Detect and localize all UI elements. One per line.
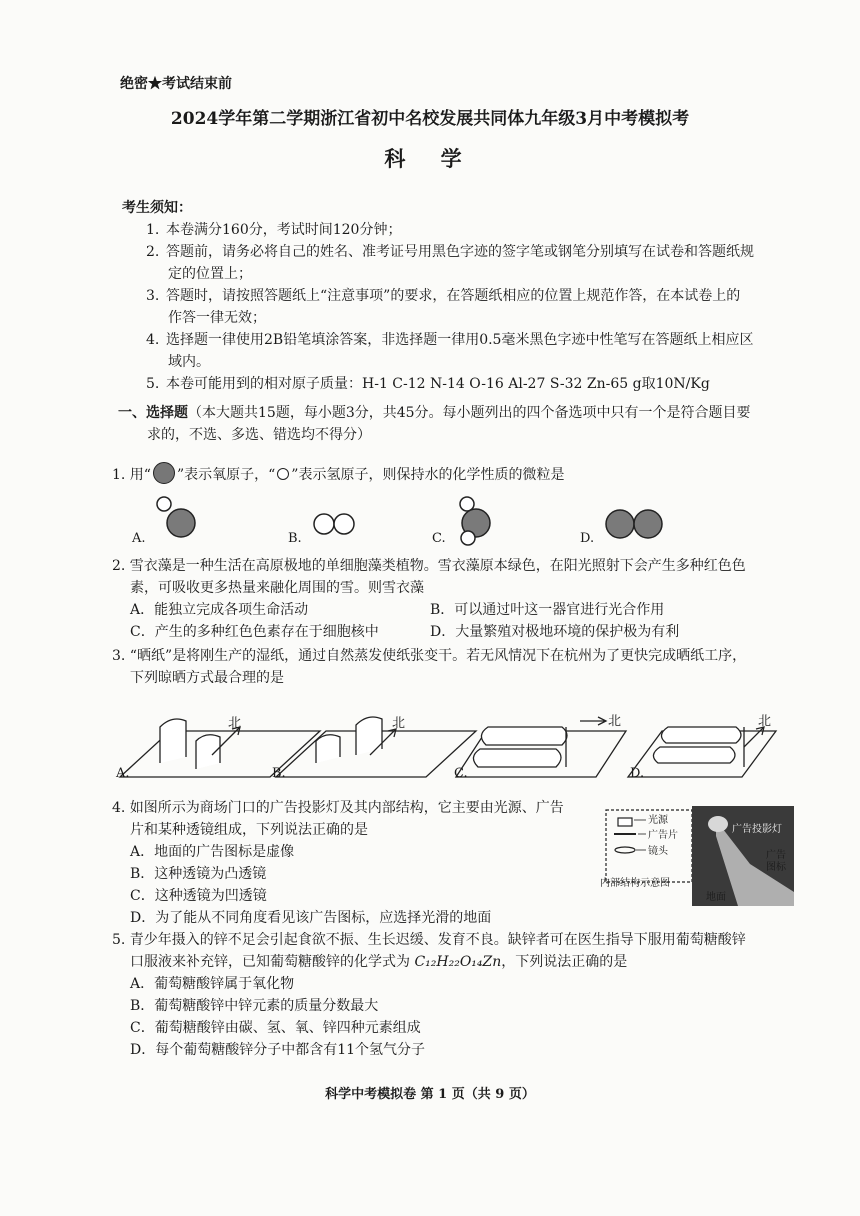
light-source-icon bbox=[618, 818, 632, 826]
notice-text: 本卷满分160分，考试时间120分钟； bbox=[166, 222, 402, 238]
notice-text: 答题时，请按照答题纸上“注意事项”的要求，在答题纸相应的位置上规范作答，在本试卷上的 bbox=[166, 288, 741, 304]
light-source-label: 光源 bbox=[648, 815, 668, 826]
q1-stem-c: ”表示氢原子，则保持水的化学性质的微粒是 bbox=[291, 467, 565, 483]
q1-option-b-label: B. bbox=[288, 531, 302, 546]
molecule-d-icon bbox=[606, 510, 662, 538]
hydrogen-atom-icon bbox=[277, 468, 289, 480]
confidential-mark: 绝密★考试结束前 bbox=[120, 76, 232, 92]
q5-stem-b: ，下列说法正确的是 bbox=[501, 954, 628, 970]
q4-option-d: D．为了能从不同角度看见该广告图标，应选择光滑的地面 bbox=[130, 910, 492, 926]
drying-option-d-figure bbox=[628, 714, 776, 781]
q1-stem-a: 1. 用“ bbox=[112, 467, 151, 483]
projector-label: 广告投影灯 bbox=[732, 824, 782, 835]
north-label: 北 bbox=[608, 714, 622, 729]
q4-option-c: C．这种透镜为凹透镜 bbox=[130, 888, 267, 904]
notice-num: 1. bbox=[146, 222, 160, 238]
q4-option-a: A．地面的广告图标是虚像 bbox=[130, 844, 295, 860]
q2-option-c: C．产生的多种红色色素存在于细胞核中 bbox=[130, 624, 379, 640]
q1-option-c-label: C. bbox=[432, 531, 446, 546]
q1-option-a-label: A. bbox=[132, 531, 146, 546]
north-label: 北 bbox=[758, 714, 772, 729]
notice-text-cont: 域内。 bbox=[168, 354, 210, 370]
notice-item bbox=[146, 373, 710, 395]
drying-option-c-figure bbox=[454, 714, 626, 781]
q1-option-d-label: D. bbox=[580, 531, 595, 546]
notice-text-cont: 作答一律无效； bbox=[168, 310, 266, 326]
q4-option-b: B．这种透镜为凸透镜 bbox=[130, 866, 267, 882]
notice-text: 选择题一律使用2B铅笔填涂答案，非选择题一律用0.5毫米黑色字迹中性笔写在答题纸上相应区 bbox=[166, 332, 754, 348]
q2-option-a: A．能独立完成各项生命活动 bbox=[130, 602, 309, 618]
q1-molecule-options bbox=[0, 490, 860, 550]
molecule-a-icon bbox=[157, 497, 195, 537]
q2-stem: 2. 雪衣藻是一种生活在高原极地的单细胞藻类植物。雪衣藻原本绿色，在阳光照射下会产生多种红色色 bbox=[112, 558, 746, 574]
q3-option-b-label: B. bbox=[272, 766, 286, 781]
ad-icon-label-1: 广告 bbox=[766, 850, 786, 861]
q4-stem-cont: 片和某种透镜组成，下列说法正确的是 bbox=[130, 822, 368, 838]
section-desc: （本大题共15题，每小题3分，共45分。每小题列出的四个备选项中只有一个是符合题目要 bbox=[188, 405, 751, 421]
q4-stem: 4. 如图所示为商场门口的广告投影灯及其内部结构，它主要由光源、广告 bbox=[112, 800, 564, 816]
q5-stem-cont bbox=[130, 951, 627, 973]
notice-text: 本卷可能用到的相对原子质量：H-1 C-12 N-14 O-16 Al-27 S-32 Zn-65 g取10N/Kg bbox=[166, 376, 710, 392]
notice-item bbox=[146, 241, 754, 263]
q3-stem-cont: 下列晾晒方式最合理的是 bbox=[130, 670, 284, 686]
q3-drying-options bbox=[0, 705, 860, 785]
q5-stem-a: 口服液来补充锌，已知葡萄糖酸锌的化学式为 bbox=[130, 954, 415, 970]
notice-item bbox=[146, 329, 753, 351]
notice-text: 答题前，请务必将自己的姓名、准考证号用黑色字迹的签字笔或钢笔分别填写在试卷和答题纸规 bbox=[166, 244, 754, 260]
q5-option-a: A．葡萄糖酸锌属于氧化物 bbox=[130, 976, 295, 992]
subject-title: 科 学 bbox=[384, 146, 476, 171]
notice-text-cont: 定的位置上； bbox=[168, 266, 252, 282]
drying-option-b-figure bbox=[272, 716, 476, 781]
q5-option-d: D．每个葡萄糖酸锌分子中都含有11个氢气分子 bbox=[130, 1042, 426, 1058]
q2-option-b: B．可以通过叶这一器官进行光合作用 bbox=[430, 602, 665, 618]
molecule-b-icon bbox=[314, 514, 354, 534]
exam-title: 2024学年第二学期浙江省初中名校发展共同体九年级3月中考模拟考 bbox=[170, 109, 690, 129]
q3-stem: 3. “晒纸”是将刚生产的湿纸，通过自然蒸发使纸张变干。若无风情况下在杭州为了更快完成晒纸工序， bbox=[112, 648, 747, 664]
notice-item bbox=[146, 219, 401, 241]
ground-label: 地面 bbox=[706, 892, 726, 903]
notice-num: 2. bbox=[146, 244, 160, 260]
lens-label: 镜头 bbox=[648, 846, 668, 857]
drying-option-a-figure bbox=[115, 716, 320, 781]
notice-item bbox=[146, 285, 740, 307]
ad-icon-label-2: 图标 bbox=[766, 862, 786, 873]
north-arrow-icon bbox=[744, 727, 764, 747]
notice-num: 3. bbox=[146, 288, 160, 304]
q5-stem: 5. 青少年摄入的锌不足会引起食欲不振、生长迟缓、发育不良。缺锌者可在医生指导下服用葡萄糖酸锌 bbox=[112, 932, 746, 948]
page-footer: 科学中考模拟卷 第 1 页（共 9 页） bbox=[325, 1087, 535, 1102]
projector-lamp-icon bbox=[708, 816, 728, 832]
q3-option-d-label: D. bbox=[630, 766, 645, 781]
ad-film-label: 广告片 bbox=[648, 830, 678, 841]
notice-heading: 考生须知： bbox=[122, 200, 192, 216]
lens-icon bbox=[615, 847, 635, 853]
projector-figure bbox=[598, 806, 798, 906]
inner-structure-caption: 内部结构示意图 bbox=[600, 878, 670, 889]
north-label: 北 bbox=[392, 716, 406, 731]
oxygen-atom-icon bbox=[153, 462, 175, 484]
notice-num: 5. bbox=[146, 376, 160, 392]
q2-option-d: D．大量繁殖对极地环境的保护极为有利 bbox=[430, 624, 680, 640]
section-header bbox=[118, 402, 751, 424]
q5-option-c: C．葡萄糖酸锌由碳、氢、氧、锌四种元素组成 bbox=[130, 1020, 421, 1036]
section-desc-cont: 求的，不选、多选、错选均不得分） bbox=[147, 427, 371, 443]
north-label: 北 bbox=[228, 716, 242, 731]
molecule-c-icon bbox=[460, 497, 490, 545]
zinc-gluconate-formula: C₁₂H₂₂O₁₄Zn bbox=[414, 954, 502, 970]
q2-stem-cont: 素，可吸收更多热量来融化周围的雪。则雪衣藻 bbox=[130, 580, 424, 596]
q1-stem-b: ”表示氧原子，“ bbox=[176, 467, 276, 483]
q3-option-c-label: C. bbox=[454, 766, 468, 781]
notice-num: 4. bbox=[146, 332, 160, 348]
q5-option-b: B．葡萄糖酸锌中锌元素的质量分数最大 bbox=[130, 998, 379, 1014]
q1-stem bbox=[112, 462, 564, 486]
q3-option-a-label: A. bbox=[116, 766, 130, 781]
section-title: 一、选择题 bbox=[118, 405, 188, 421]
